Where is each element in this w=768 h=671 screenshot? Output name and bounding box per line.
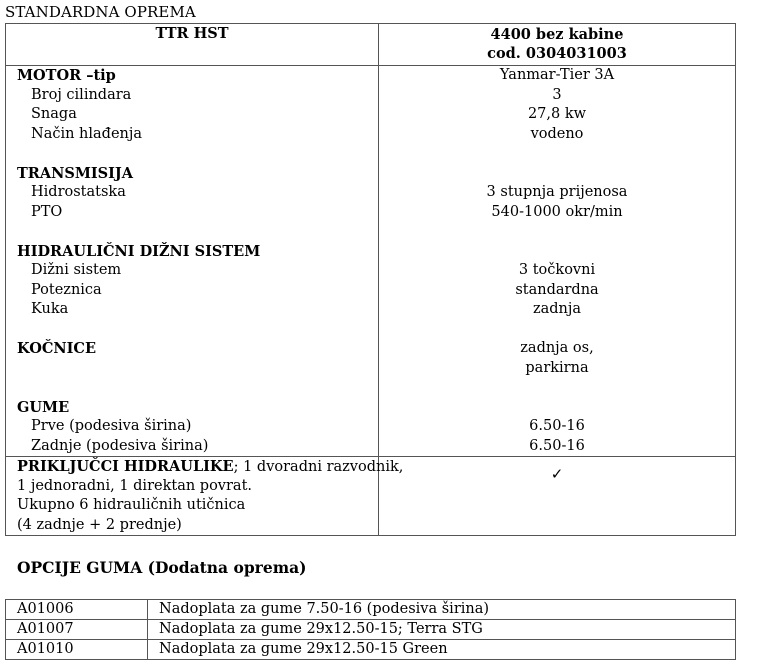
option-description: Nadoplata za gume 29x12.50-15 Green: [148, 640, 736, 660]
spec-value: 6.50-16: [529, 418, 585, 434]
option-code: A01007: [6, 620, 148, 640]
spec-label: Zadnje (podesiva širina): [31, 437, 209, 454]
model-header: TTR HST: [6, 24, 379, 66]
standard-equipment-table: [5, 23, 736, 536]
prikljucci-text: ; 1 dvoradni razvodnik,: [233, 459, 404, 475]
spec-label: Hidrostatska: [31, 184, 126, 200]
motor-heading: MOTOR –tip: [17, 67, 116, 84]
option-description: Nadoplata za gume 29x12.50-15; Terra STG: [148, 620, 736, 640]
checkmark-icon: ✓: [550, 465, 564, 483]
spec-value: zadnja: [532, 301, 582, 317]
option-description: Nadoplata za gume 7.50-16 (podesiva širina): [148, 600, 736, 620]
kocnice-heading: KOČNICE: [17, 340, 97, 357]
gume-heading: GUME: [17, 398, 70, 416]
spec-label: PTO: [31, 203, 63, 220]
spec-value: zadnja os,: [520, 340, 594, 356]
spec-label: Poteznica: [31, 281, 102, 298]
hidraulicni-heading: HIDRAULIČNI DIŽNI SISTEM: [17, 242, 261, 260]
prikljucci-text: (4 zadnje + 2 prednje): [17, 516, 182, 533]
spec-value: 3 točkovni: [518, 262, 596, 278]
prikljucci-row: [6, 457, 736, 536]
table-header-row: [6, 24, 736, 66]
spec-label: Kuka: [31, 301, 69, 317]
spec-label: Snaga: [31, 106, 77, 122]
variant-name: 4400 bez kabine: [490, 26, 624, 43]
prikljucci-cell: [6, 457, 404, 536]
prikljucci-heading: PRIKLJUČCI HIDRAULIKE: [17, 458, 234, 475]
spec-value: vodeno: [530, 125, 584, 142]
variant-code: cod. 0304031003: [487, 45, 627, 62]
spec-value: 3: [552, 86, 562, 103]
spec-value: 3 stupnja prijenosa: [486, 184, 628, 200]
table-row: [6, 640, 736, 660]
spec-label: Dižni sistem: [31, 262, 122, 278]
spec-value: 6.50-16: [529, 437, 585, 454]
spec-label: Način hlađenja: [31, 125, 143, 142]
options-title: OPCIJE GUMA (Dodatna oprema): [17, 558, 307, 577]
option-code: A01006: [6, 600, 148, 620]
table-row: [6, 620, 736, 640]
specs-body-row: [6, 66, 736, 457]
prikljucci-text: Ukupno 6 hidrauličnih utičnica: [17, 497, 246, 513]
spec-value: parkirna: [525, 359, 589, 376]
table-row: [6, 600, 736, 620]
document-title: STANDARDNA OPREMA: [5, 3, 196, 21]
spec-value: 540-1000 okr/min: [491, 203, 623, 220]
prikljucci-text: 1 jednoradni, 1 direktan povrat.: [17, 477, 253, 494]
prikljucci-value-cell: [379, 457, 736, 536]
specs-values-cell: [379, 66, 736, 457]
tire-options-table: [5, 599, 736, 660]
transmisija-heading: TRANSMISIJA: [17, 164, 134, 182]
spec-value: Yanmar-Tier 3A: [499, 67, 615, 83]
spec-label: Broj cilindara: [31, 86, 132, 103]
option-code: A01010: [6, 640, 148, 660]
spec-value: 27,8 kw: [527, 106, 587, 122]
variant-header: [379, 24, 736, 66]
spec-label: Prve (podesiva širina): [31, 418, 192, 434]
specs-labels-cell: [6, 66, 379, 457]
spec-value: standardna: [515, 281, 599, 298]
